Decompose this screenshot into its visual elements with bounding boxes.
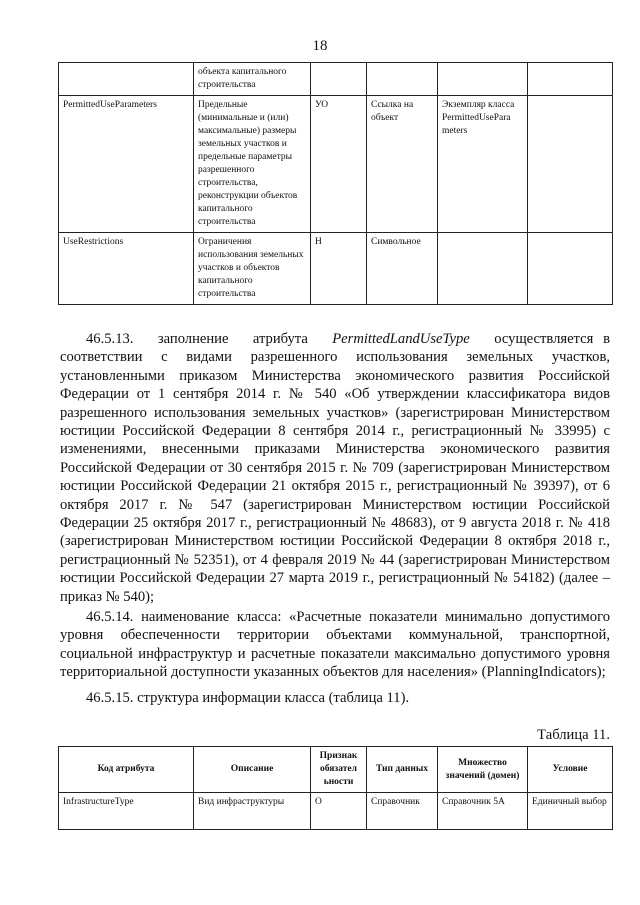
cell-type: Ссылка на объект	[367, 96, 438, 233]
cell-flag: О	[311, 793, 367, 830]
table-row	[59, 233, 613, 305]
header-condition: Условие	[528, 747, 613, 793]
cell-condition	[528, 63, 613, 96]
attribute-name: PermittedLandUseType	[332, 331, 470, 347]
cell-values: Экземпляр класса PermittedUsePara meters	[438, 96, 528, 233]
header-flag: Признак обязател ьности	[311, 747, 367, 793]
table-row	[59, 96, 613, 233]
cell-code: UseRestrictions	[59, 233, 194, 305]
cell-condition	[528, 233, 613, 305]
cell-values: Справочник 5А	[438, 793, 528, 830]
cell-condition: Единичный выбор	[528, 793, 613, 830]
paragraph-46-5-14: 46.5.14. наименование класса: «Расчетные показатели минимально допустимого уровня обеспеченности территории объектами коммунальной, транспортной, социальной инфраструктур и расчетные показатели максимально допустимого уровня территориальной доступности указанных объектов для населения» (PlanningIndicators);	[60, 609, 610, 681]
header-type: Тип данных	[367, 747, 438, 793]
cell-description: Предельные (минимальные и (или) максимальные) размеры земельных участков и предельные параметры разрешенного строительства, реконструкции объектов капитального строительства	[194, 96, 311, 233]
paragraph-text: 46.5.13. заполнение атрибута	[86, 331, 333, 347]
cell-type: Символьное	[367, 233, 438, 305]
header-description: Описание	[194, 747, 311, 793]
cell-flag	[311, 63, 367, 96]
cell-code: InfrastructureType	[59, 793, 194, 830]
header-values: Множество значений (домен)	[438, 747, 528, 793]
cell-type	[367, 63, 438, 96]
cell-code: PermittedUseParameters	[59, 96, 194, 233]
cell-description: объекта капитального строительства	[194, 63, 311, 96]
cell-condition	[528, 96, 613, 233]
table-caption: Таблица 11.	[537, 727, 610, 743]
cell-code	[59, 63, 194, 96]
cell-values	[438, 63, 528, 96]
table-header-row	[59, 747, 613, 793]
class-structure-table	[58, 746, 613, 830]
table-row	[59, 63, 613, 96]
paragraph-46-5-13	[60, 330, 610, 606]
header-code: Код атрибута	[59, 747, 194, 793]
attribute-table-continued	[58, 62, 613, 305]
cell-flag: УО	[311, 96, 367, 233]
page-number: 18	[312, 38, 328, 54]
cell-description: Вид инфраструктуры	[194, 793, 311, 830]
table-row	[59, 793, 613, 830]
cell-type: Справочник	[367, 793, 438, 830]
paragraph-text: осуществляется в соответствии с видами разрешенного использования земельных участков, установленными приказом Министерства экономического развития Российской Федерации от 1 сентября 2014 г. № 540 «Об утверждении классификатора видов разрешенного использования земельных участков» (зарегистрирован Министерством юстиции Российской Федерации 8 сентября 2014 г., регистрационный № 33995) с изменениями, внесенными приказами Министерства экономического развития Российской Федерации от 30 сентября 2015 г. № 709 (зарегистрирован Министерством юстиции Российской Федерации 21 октября 2015 г., регистрационный № 39397), от 6 октября 2017 г. № 547 (зарегистрирован Министерством юстиции Российской Федерации 25 октября 2017 г., регистрационный № 48683), от 9 августа 2018 г. № 418 (зарегистрирован Министерством юстиции Российской Федерации 8 октября 2018 г., регистрационный № 52351), от 4 февраля 2019 № 44 (зарегистрирован Министерством юстиции Российской Федерации 27 марта 2019 г., регистрационный № 54182) (далее – приказ № 540);	[60, 331, 611, 605]
paragraph-46-5-15: 46.5.15. структура информации класса (таблица 11).	[86, 690, 410, 706]
cell-values	[438, 233, 528, 305]
cell-flag: Н	[311, 233, 367, 305]
cell-description: Ограничения использования земельных участков и объектов капитального строительства	[194, 233, 311, 305]
